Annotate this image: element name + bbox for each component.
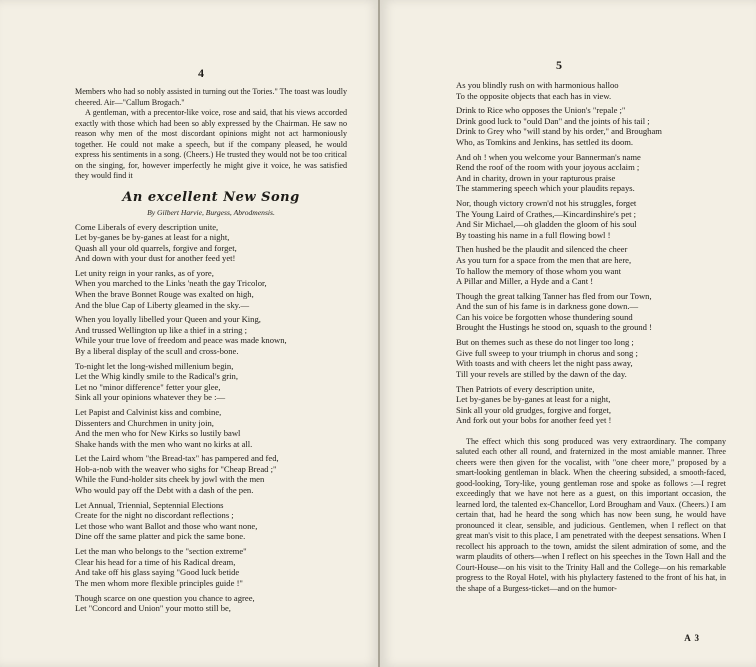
verse-line: A Pillar and Miller, a Hyde and a Cant ! — [456, 276, 594, 287]
verse-line: As you turn for a space from the men that are here, — [456, 254, 632, 265]
verse-line: Let unity reign in your ranks, as of yore, — [75, 267, 214, 278]
verse-line: Drink good luck to "ould Dan" and the joints of his tail ; — [456, 115, 650, 126]
verse-line: The men whom more flexible principles guide !" — [75, 577, 243, 588]
verse-line: And in charity, drown in your rapturous praise — [456, 172, 616, 183]
intro-text — [75, 87, 347, 182]
verse-line: By toasting his name in a full flowing bowl ! — [456, 229, 611, 240]
song-title: An excellent New Song — [122, 189, 300, 205]
verse-line: The stammering speech which your plaudits repays. — [456, 183, 635, 194]
verse-line: Create for the night no discordant reflections ; — [75, 510, 234, 521]
verse-line: Quash all your old quarrels, forgive and forget, — [75, 242, 237, 253]
verse-line: While your true love of freedom and peace was made known, — [75, 335, 287, 346]
verse-line: Hob-a-nob with the weaver who sighs for "Cheap Bread ;" — [75, 463, 277, 474]
verse-line: Let by-ganes be by-ganes at least for a night, — [75, 232, 230, 243]
verse-line: When you marched to the Links 'neath the gay Tricolor, — [75, 278, 267, 289]
verse-line: Sink all your opinions whatever they be :— — [75, 392, 226, 403]
verse-line: Let Papist and Calvinist kiss and combine, — [75, 407, 222, 417]
verse-line: Rend the roof of the room with your joyous acclaim ; — [456, 162, 640, 173]
intro-paragraph: Members who had so nobly assisted in turning out the Tories." The toast was loudly cheered. Air—"Callum Brogach." — [75, 87, 347, 107]
verse-line: Let "Concord and Union" your motto still be, — [75, 603, 231, 614]
stanza — [75, 361, 347, 403]
stanza — [456, 291, 726, 333]
verse-line: Though the great talking Tanner has fled from our Town, — [456, 290, 652, 301]
verse-line: Drink to Rice who opposes the Union's "repale ;" — [456, 105, 626, 116]
verse-line: To hallow the memory of those whom you want — [456, 265, 622, 276]
verse-line: But on themes such as these do not linger too long ; — [456, 337, 634, 348]
verse-line: Let no "minor difference" fetter your glee, — [75, 381, 221, 392]
stanza — [75, 500, 347, 542]
stanza — [75, 453, 347, 495]
song-author: By Gilbert Harvie, Burgess, Abrodmensis. — [147, 207, 275, 217]
right-column — [456, 80, 726, 594]
verse-line: Brought the Hustings he stood on, squash to the ground ! — [456, 322, 652, 333]
verse-line: As you blindly rush on with harmonious halloo — [456, 80, 619, 90]
verse-line: With toasts and with cheers let the night pass away, — [456, 358, 633, 369]
verse-line: Can his voice be forgotten whose thundering sound — [456, 311, 633, 322]
verse-line: And take off his glass saying "Good luck betide — [75, 567, 240, 578]
verse-line: Let by-ganes be by-ganes at least for a night, — [456, 394, 611, 405]
stanza — [75, 222, 347, 264]
verse-line: When the brave Bonnet Rouge was exalted on high, — [75, 288, 254, 299]
song-verses-left — [75, 222, 347, 614]
stanza — [456, 152, 726, 194]
stanza — [456, 80, 726, 101]
stanza — [456, 105, 726, 147]
verse-line: Let Annual, Triennial, Septennial Elections — [75, 499, 224, 510]
verse-line: And the men who for New Kirks so lustily bawl — [75, 428, 241, 439]
verse-line: Who, as Tomkins and Jenkins, has settled its doom. — [456, 136, 634, 147]
verse-line: Nor, though victory crown'd not his struggles, forget — [456, 198, 637, 209]
verse-line: Then Patriots of every description unite, — [456, 383, 595, 394]
verse-line: Let those who want Ballot and those who want none, — [75, 520, 258, 531]
signature-mark: A 3 — [684, 633, 700, 643]
verse-line: Dissenters and Churchmen in unity join, — [75, 417, 214, 428]
stanza — [75, 546, 347, 588]
stanza — [75, 407, 347, 449]
page-number: 4 — [198, 66, 204, 80]
verse-line: Come Liberals of every description unite, — [75, 221, 219, 232]
closing-paragraph: The effect which this song produced was very extraordinary. The company saluted each other all round, and fraternized in the most amiable manner. Three cheers were then given for the vocalist, with "one cheer more," proposed by a smart-looking gentleman in black. When the cheering subsided, a smooth-faced, good-looking, Tory-like, young gentleman rose and spoke as follows :—I regret exceedingly that we have not here as a guest, on this important occasion, the learned lord, the talented ex-Chancellor, Lord Brougham and Vaux. (Cheers.) I am certain that, had he heard the song which has now been sung, he would have pronounced it clear, sensible, and judicious. Gentlemen, when I reflect on that great man's visit to this place, I am penetrated with the deepest sensations. When I recollect his approach to the town, amidst the silent admiration of some, and the warm plaudits of others—when I reflect on his speeches in the Town Hall and the Court-House—on his visit to the Trinity Hall and the College—on his remarkable progress to the Royal Hotel, with his phylactery fastened to the front of his hat, in the shape of a Burgess-ticket—and on the humor- — [456, 436, 726, 593]
stanza — [456, 384, 726, 426]
verse-line: To-night let the long-wished millenium begin, — [75, 360, 234, 371]
verse-line: When you loyally libelled your Queen and your King, — [75, 314, 261, 325]
right-page — [380, 0, 756, 667]
verse-line: Sink all your old grudges, forgive and forget, — [456, 404, 612, 415]
verse-line: The Young Laird of Crathes,—Kincardinshire's pet ; — [456, 208, 637, 219]
verse-line: By a liberal display of the scull and cross-bone. — [75, 345, 239, 356]
page-number: 5 — [556, 58, 562, 72]
verse-line: Drink to Grey who "will stand by his order," and Brougham — [456, 126, 662, 137]
verse-line: And Sir Michael,—oh gladden the gloom of his soul — [456, 219, 637, 230]
verse-line: Though scarce on one question you chance to agree, — [75, 592, 255, 603]
verse-line: Let the Laird whom "the Bread-tax" has pampered and fed, — [75, 453, 279, 464]
song-verses-right — [456, 80, 726, 426]
intro-paragraph: A gentleman, with a precentor-like voice, rose and said, that his views accorded exactly with those which had been so ably expressed by the Chairman. He saw no reason why men of the most discordant opinions might not act harmoniously together. He could not make a speech, but if the company pleased, he would express his sentiments in a song. (Cheers.) He trusted they would not be too critical on the singing, for, however imperfectly he might give it voice, he was satisfied they would find it — [75, 108, 347, 180]
verse-line: And the blue Cap of Liberty gleamed in the sky.— — [75, 299, 250, 310]
verse-line: While the Fund-holder sits cheek by jowl with the men — [75, 474, 265, 485]
closing-text — [456, 437, 726, 595]
verse-line: And trussed Wellington up like a thief in a string ; — [75, 324, 247, 335]
verse-line: Let the Whig kindly smile to the Radical's grin, — [75, 371, 238, 382]
verse-line: To the opposite objects that each has in view. — [456, 90, 612, 101]
verse-line: Dine off the same platter and pick the same bone. — [75, 531, 246, 542]
verse-line: Let the man who belongs to the "section extreme" — [75, 546, 247, 557]
verse-line: Shake hands with the men who want no kirks at all. — [75, 438, 253, 449]
stanza — [75, 268, 347, 310]
verse-line: Till your revels are stilled by the dawn of the day. — [456, 368, 627, 379]
stanza — [75, 314, 347, 356]
stanza — [456, 337, 726, 379]
verse-line: Who would pay off the Debt with a dash of the pen. — [75, 485, 254, 496]
verse-line: And down with your dust for another feed yet! — [75, 253, 236, 264]
verse-line: Then hushed be the plaudit and silenced the cheer — [456, 244, 628, 255]
verse-line: And fork out your bobs for another feed yet ! — [456, 415, 612, 426]
verse-line: Clear his head for a time of his Radical dream, — [75, 556, 236, 567]
stanza — [75, 593, 347, 614]
stanza — [456, 244, 726, 286]
stanza — [456, 198, 726, 240]
verse-line: Give full sweep to your triumph in chorus and song ; — [456, 347, 638, 358]
verse-line: And oh ! when you welcome your Bannerman's name — [456, 151, 641, 162]
left-column — [75, 87, 347, 618]
verse-line: And the sun of his fame is in darkness gone down.— — [456, 301, 639, 312]
